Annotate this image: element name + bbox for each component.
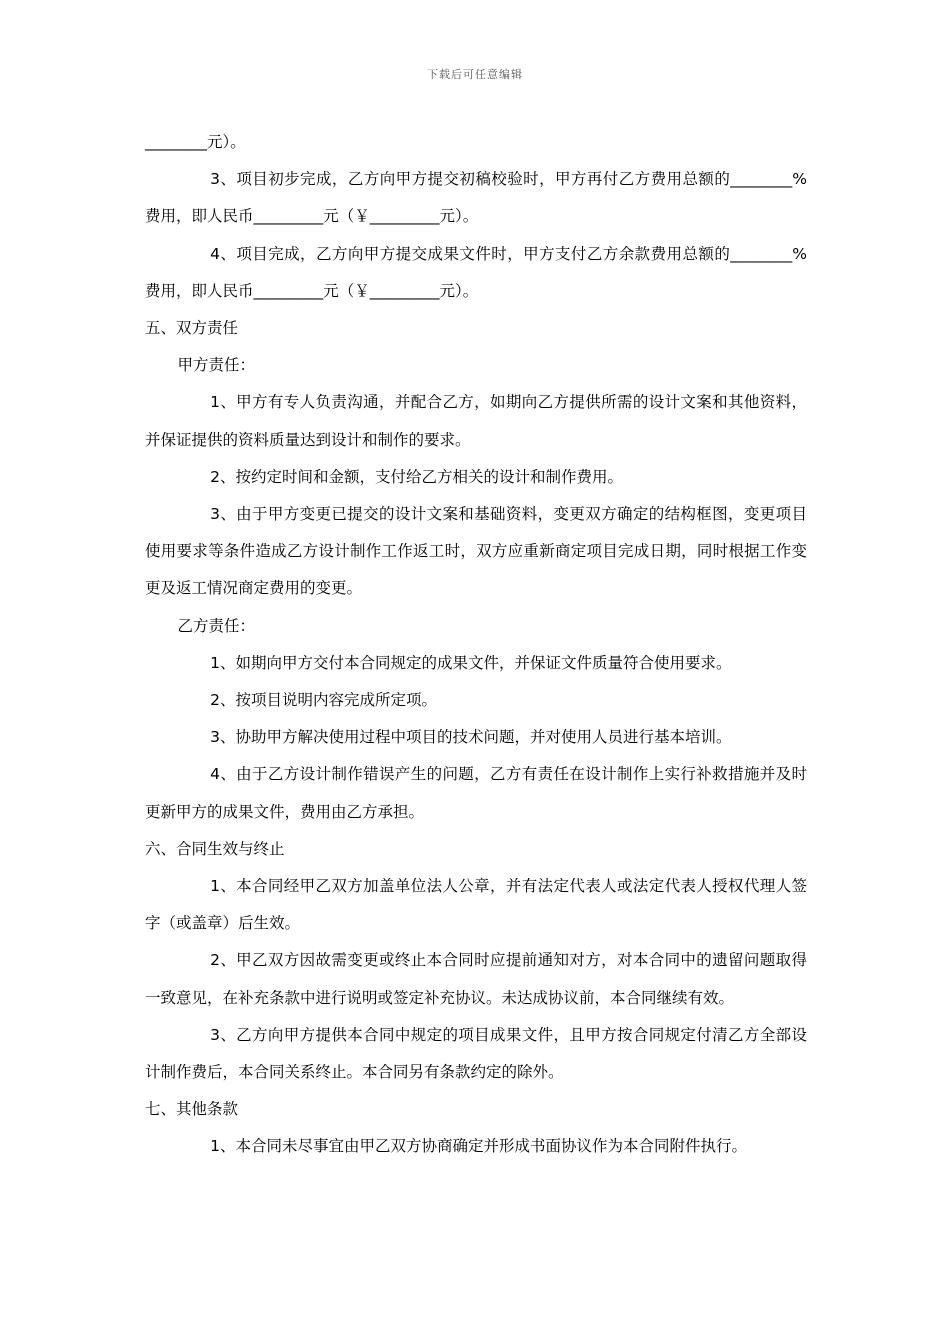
party-a-item-3: 3、由于甲方变更已提交的设计文案和基础资料，变更双方确定的结构框图，变更项目使用要求等条件造成乙方设计制作工作返工时，双方应重新商定项目完成日期，同时根据工作变更及返工情况商定费用的变更。 <box>145 505 807 598</box>
other-terms-item-1: 1、本合同未尽事宜由甲乙双方协商确定并形成书面协议作为本合同附件执行。 <box>210 1137 747 1156</box>
effect-item-3: 3、乙方向甲方提供本合同中规定的项目成果文件，且甲方按合同规定付清乙方全部设计制作费后，本合同关系终止。本合同另有条款约定的除外。 <box>145 1025 807 1082</box>
subheading-party-b: 乙方责任： <box>177 616 256 635</box>
party-a-item-1: 1、甲方有专人负责沟通，并配合乙方，如期向乙方提供所需的设计文案和其他资料，并保证提供的资料质量达到设计和制作的要求。 <box>145 393 807 449</box>
party-b-item-1: 1、如期向甲方交付本合同规定的成果文件，并保证文件质量符合使用要求。 <box>210 653 732 672</box>
effect-item-1: 1、本合同经甲乙双方加盖单位法人公章，并有法定代表人或法定代表人授权代理人签字（或盖章）后生效。 <box>145 877 807 933</box>
subheading-party-a: 甲方责任： <box>177 356 256 375</box>
paragraph-payment-3: 3、项目初步完成，乙方向甲方提交初稿校验时，甲方再付乙方费用总额的________%费用，即人民币_________元（￥_________元）。 <box>145 170 807 226</box>
paragraph-payment-4: 4、项目完成，乙方向甲方提交成果文件时，甲方支付乙方余款费用总额的________%费用，即人民币_________元（￥_________元）。 <box>145 244 807 300</box>
effect-item-2: 2、甲乙双方因故需变更或终止本合同时应提前通知对方，对本合同中的遗留问题取得一致意见，在补充条款中进行说明或签定补充协议。未达成协议前，本合同继续有效。 <box>145 951 807 1007</box>
page-header: 下载后可任意编辑 <box>427 68 523 81</box>
document-body <box>145 124 807 1166</box>
party-b-item-4: 4、由于乙方设计制作错误产生的问题，乙方有责任在设计制作上实行补救措施并及时更新甲方的成果文件，费用由乙方承担。 <box>145 765 807 821</box>
section-heading-other-terms: 七、其他条款 <box>145 1100 239 1119</box>
section-heading-effect-termination: 六、合同生效与终止 <box>145 839 285 858</box>
party-a-item-2: 2、按约定时间和金额，支付给乙方相关的设计和制作费用。 <box>210 467 623 486</box>
party-b-item-3: 3、协助甲方解决使用过程中项目的技术问题，并对使用人员进行基本培训。 <box>210 728 732 747</box>
section-heading-responsibilities: 五、双方责任 <box>145 319 239 338</box>
paragraph-payment-continuation: ________元）。 <box>145 133 246 151</box>
party-b-item-2: 2、按项目说明内容完成所定项。 <box>210 691 437 710</box>
